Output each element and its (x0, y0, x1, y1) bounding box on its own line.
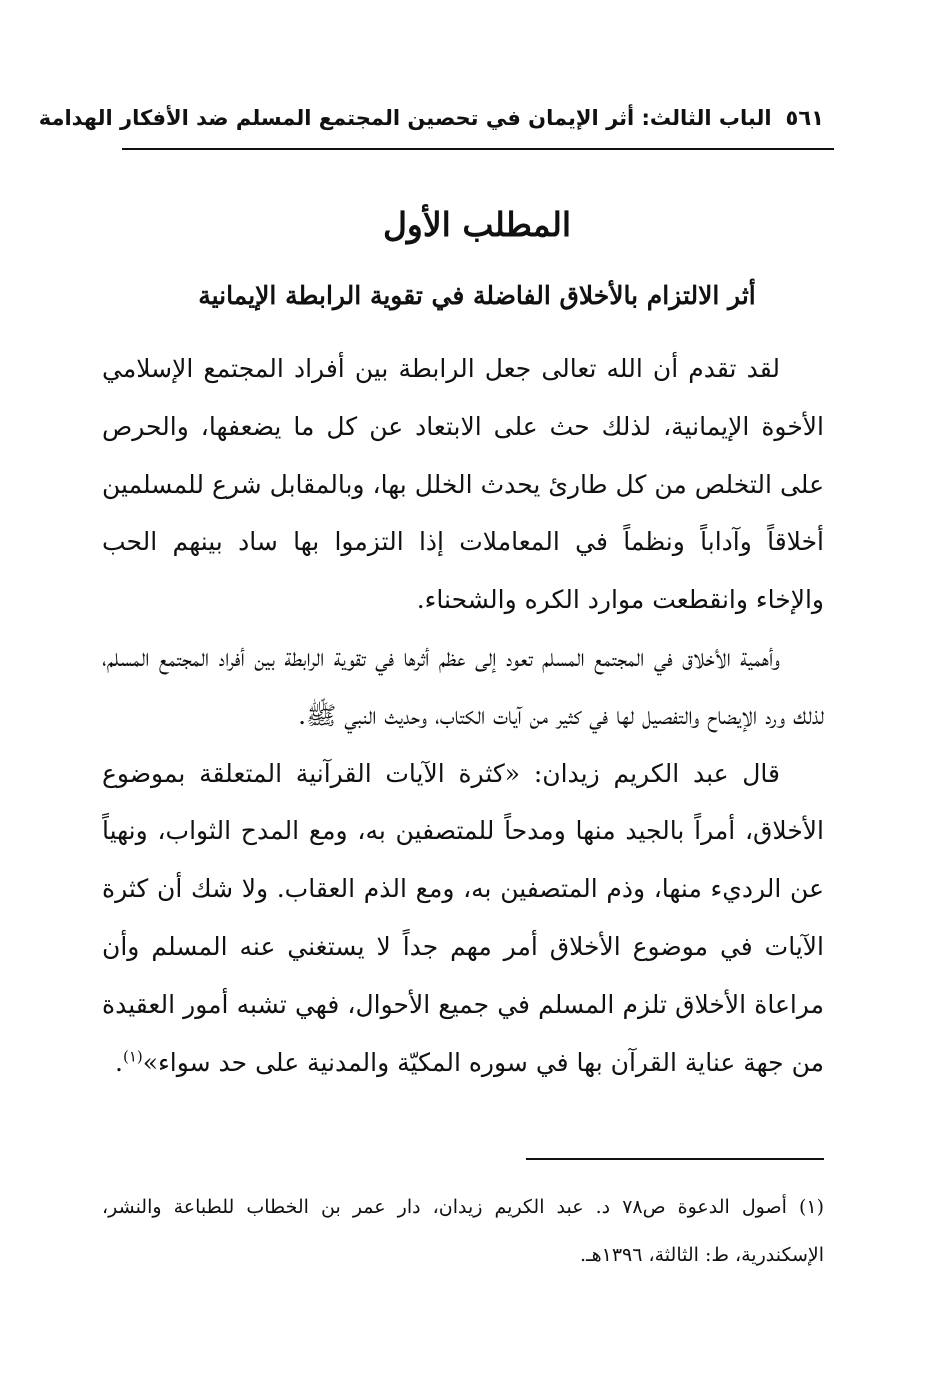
body-text (102, 340, 824, 1091)
paragraph-3 (102, 745, 824, 1092)
header-divider (122, 148, 834, 150)
paragraph-2: وأهمية الأخلاق في المجتمع المسلم تعود إلى عظم أثرها في تقوية الرابطة بين أفراد المجتمع المسلم، لذلك ورد الإيضاح والتفصيل لها في كثير من آيات الكتاب، وحديث النبي ﷺ. (102, 642, 824, 730)
paragraph-end-mark: . (115, 1047, 123, 1077)
paragraph-1: لقد تقدم أن الله تعالى جعل الرابطة بين أفراد المجتمع الإسلامي الأخوة الإيمانية، لذلك حث على الابتعاد عن كل ما يضعفها، والحرص على التخلص من كل طارئ يحدث الخلل بها، وبالمقابل شرع للمسلمين أخلاقاً وآداباً ونظماً في المعاملات إذا التزموا بها ساد بينهم الحب والإخاء وانقطعت موارد الكره والشحناء. (102, 354, 824, 615)
footnotes (102, 1183, 824, 1279)
section-title: المطلب الأول (382, 205, 572, 244)
running-header (38, 106, 824, 130)
quotation-text: قال عبد الكريم زيدان: «كثرة الآيات القرآنية المتعلقة بموضوع الأخلاق، أمراً بالجيد منها ومدحاً للمتصفين به، ومع المدح الثواب، ونهياً عن الرديء منها، وذم المتصفين به، ومع الذم العقاب. ولا شك أن كثرة الآيات في موضوع الأخلاق أمر مهم جداً لا يستغني عنه المسلم وأن مراعاة الأخلاق تلزم المسلم في جميع الأحوال، فهي تشبه أمور العقيدة من جهة عناية القرآن بها في سوره المكيّة والمدنية على حد سواء» (102, 758, 824, 1077)
footnote-divider (526, 1158, 824, 1160)
running-title: الباب الثالث: أثر الإيمان في تحصين المجتمع المسلم ضد الأفكار الهدامة (38, 106, 772, 130)
page-number: ٥٦١ (785, 106, 824, 130)
footnote-1: (١) أصول الدعوة ص٧٨ د. عبد الكريم زيدان، دار عمر بن الخطاب للطباعة والنشر، الإسكندرية، ط: الثالثة، ١٣٩٦هـ. (102, 1196, 824, 1266)
section-subtitle: أثر الالتزام بالأخلاق الفاضلة في تقوية الرابطة الإيمانية (198, 281, 756, 310)
footnote-marker: (١) (122, 1047, 143, 1066)
